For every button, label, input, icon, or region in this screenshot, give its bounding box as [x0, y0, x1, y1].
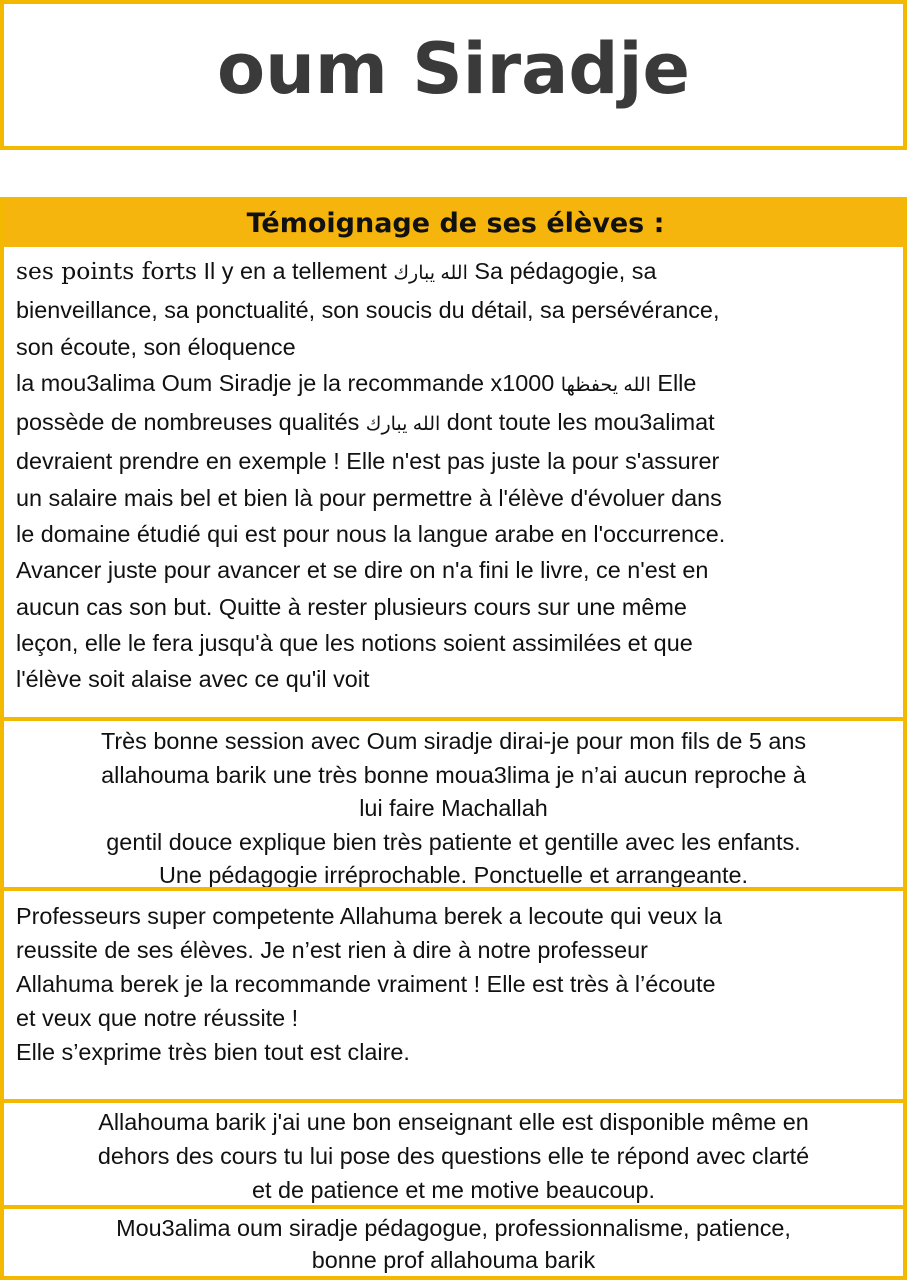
page-title: oum Siradje	[217, 28, 690, 110]
testimonial-2	[0, 717, 907, 887]
testimonial-2-text: Très bonne session avec Oum siradje dirai-je pour mon fils de 5 ans allahouma barik une très bonne moua3lima je n’ai aucun reproche à lui faire Machallah gentil douce explique bien très patiente et gentille avec les enfants. Une pédagogie irréprochable. Ponctuelle et arrangeante.	[100, 728, 807, 888]
testimonial-3	[0, 887, 907, 1099]
testimonial-5-text: Mou3alima oum siradje pédagogue, professionnalisme, patience, bonne prof allahouma barik	[116, 1215, 791, 1273]
section-header-text: Témoignage de ses élèves :	[246, 208, 665, 239]
testimonial-1-text: ses points forts Il y en a tellement الله يبارك Sa pédagogie, sa bienveillance, sa ponctualité, son soucis du détail, sa persévérance, son écoute, son éloquence la mou3alima Oum Siradje je la recommande x1000 الله يحفظها Elle possède de nombreuses qualités الله يبارك dont toute les mou3alimat devraient prendre en exemple ! Elle n'est pas juste la pour s'assurer un salaire mais bel et bien là pour permettre à l'élève d'évoluer dans le domaine étudié qui est pour nous la langue arabe en l'occurrence. Avancer juste pour avancer et se dire on n'a fini le livre, ce n'est en aucun cas son but. Quitte à rester plusieurs cours sur une même leçon, elle le fera jusqu'à que les notions soient assimilées et que l'élève soit alaise avec ce qu'il voit	[16, 257, 726, 693]
testimonial-5	[0, 1205, 907, 1280]
title-banner	[0, 0, 907, 150]
testimonial-1	[0, 247, 907, 717]
testimonial-4-text: Allahouma barik j'ai une bon enseignant elle est disponible même en dehors des cours tu lui pose des questions elle te répond avec clarté et de patience et me motive beaucoup.	[97, 1109, 810, 1203]
testimonial-4	[0, 1099, 907, 1205]
section-header	[0, 197, 907, 247]
testimonial-3-text: Professeurs super competente Allahuma berek a lecoute qui veux la reussite de ses élèves. Je n’est rien à dire à notre professeur Allahuma berek je la recommande vraiment ! Elle est très à l’écoute et veux que notre réussite ! Elle s’exprime très bien tout est claire.	[16, 903, 723, 1065]
